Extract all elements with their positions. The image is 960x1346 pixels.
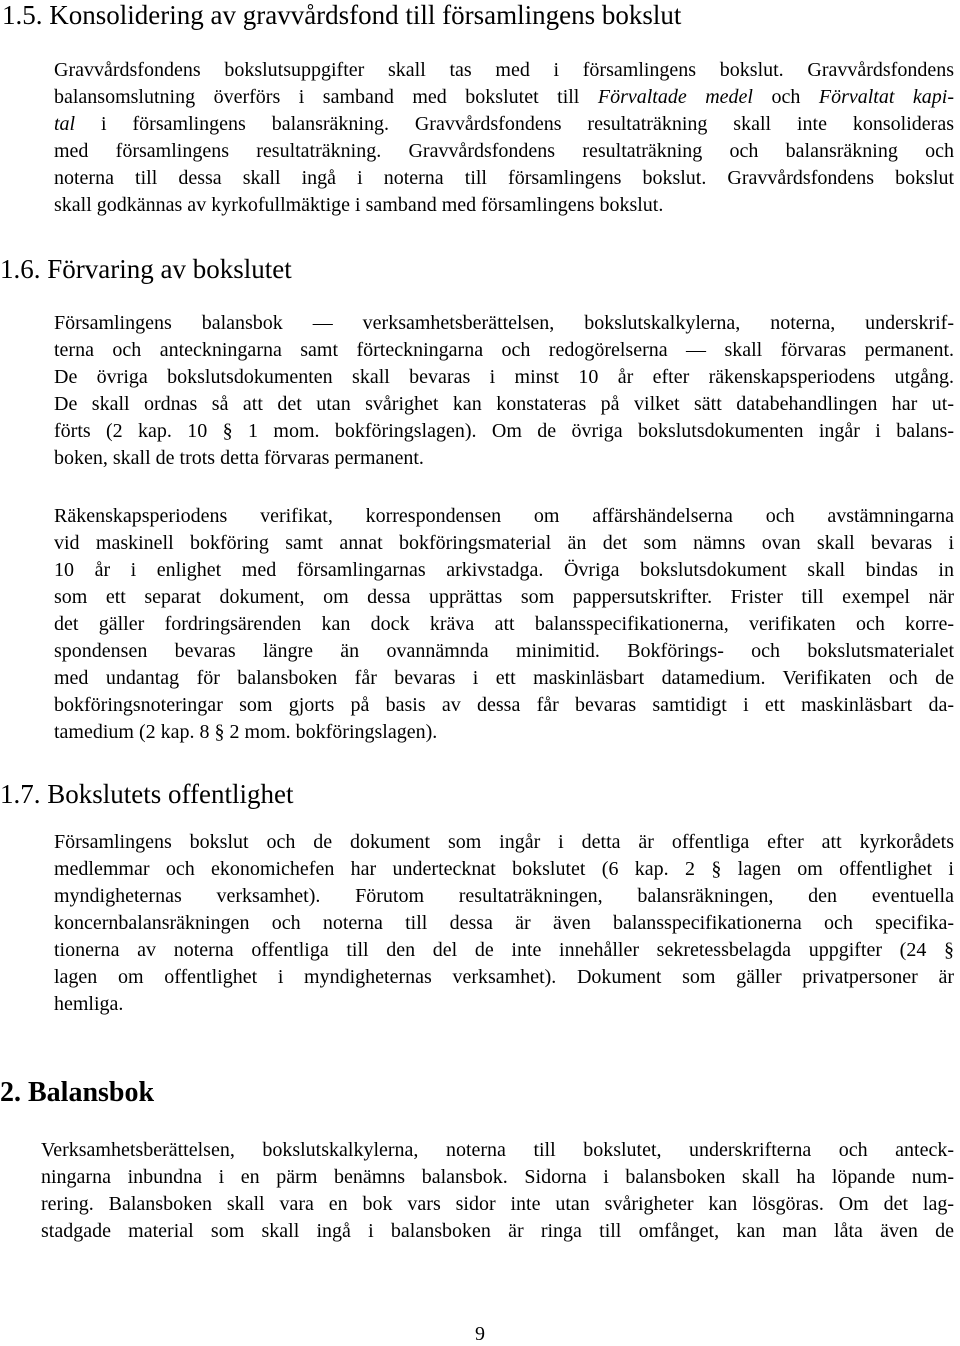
page-number: 9 <box>475 1323 485 1345</box>
italic-term: Förvaltat kapi- <box>818 86 954 108</box>
paragraph-line: noterna till dessa skall ingå i noterna till församlingens bokslut. Gravvårdsfondens bokslut <box>54 167 954 189</box>
paragraph-line: medlemmar och ekonomichefen har undertecknat bokslutet (6 kap. 2 § lagen om offentlighet i <box>54 858 954 880</box>
paragraph-line: stadgade material som skall ingå i balansboken är ringa till omfånget, kan man låta även de <box>41 1220 954 1242</box>
paragraph-line: Gravvårdsfondens bokslutsuppgifter skall tas med i församlingens bokslut. Gravvårdsfondens <box>54 59 954 81</box>
paragraph-line: Verksamhetsberättelsen, bokslutskalkylerna, noterna till bokslutet, underskrifterna och anteck- <box>41 1139 954 1161</box>
paragraph-line: boken, skall de trots detta förvaras permanent. <box>54 447 424 469</box>
paragraph-line: Församlingens bokslut och de dokument som ingår i detta är offentliga efter att kyrkorådets <box>54 831 954 853</box>
paragraph-1-6-a <box>54 310 954 472</box>
paragraph-line: hemliga. <box>54 993 124 1015</box>
italic-term: Förvaltade medel <box>597 86 753 108</box>
paragraph-balansbok <box>41 1137 954 1245</box>
paragraph-line: spondensen bevaras längre än ovannämnda minimitid. Bokförings- och bokslutsmaterialet <box>54 640 954 662</box>
paragraph-1-7 <box>54 829 954 1018</box>
chapter-heading-balansbok: 2. Balansbok <box>0 1077 155 1108</box>
section-heading-1-7: 1.7. Bokslutets offentlighet <box>0 779 294 809</box>
paragraph-line: med undantag för balansboken får bevaras i ett maskinläsbart datamedium. Verifikaten och de <box>54 667 954 689</box>
paragraph-line: 10 år i enlighet med församlingarnas arkivstadga. Övriga bokslutsdokument skall bindas in <box>54 559 954 581</box>
paragraph-line: vid maskinell bokföring samt annat bokföringsmaterial än det som nämns ovan skall bevaras i <box>54 532 954 554</box>
paragraph-line: Församlingens balansbok — verksamhetsberättelsen, bokslutskalkylerna, noterna, underskrif- <box>54 312 954 334</box>
paragraph-line: det gäller fordringsärenden kan dock kräva att balansspecifikationerna, verifikaten och korre- <box>54 613 954 635</box>
italic-term: tal <box>54 113 76 135</box>
paragraph-line: De skall ordnas så att det utan svårighet kan konstateras på vilket sätt databehandlingen har ut- <box>54 393 954 415</box>
paragraph-line: myndigheternas verksamhet). Förutom resultaträkningen, balansräkningen, den eventuella <box>54 885 954 907</box>
paragraph-line: Räkenskapsperiodens verifikat, korrespondensen om affärshändelserna och avstämningarna <box>54 505 954 527</box>
paragraph-line: som ett separat dokument, om dessa upprättas som pappersutskrifter. Frister till exempel när <box>54 586 954 608</box>
paragraph-1-6-b <box>54 503 954 746</box>
paragraph-line: ningarna inbundna i en pärm benämns balansbok. Sidorna i balansboken skall ha löpande num- <box>41 1166 954 1188</box>
paragraph-line: med församlingens resultaträkning. Gravvårdsfondens resultaträkning och balansräkning och <box>54 140 954 162</box>
paragraph-line: bokföringsnoteringar som gjorts på basis av dessa får bevaras samtidigt i ett maskinläsbart da- <box>54 694 954 716</box>
paragraph-line: rering. Balansboken skall vara en bok vars sidor inte utan svårigheter kan lösgöras. Om det lag- <box>41 1193 954 1215</box>
section-heading-1-6: 1.6. Förvaring av bokslutet <box>0 254 292 284</box>
paragraph-line: balansomslutning överförs i samband med bokslutet till Förvaltade medel och Förvaltat kapi- <box>54 86 954 108</box>
paragraph-line: skall godkännas av kyrkofullmäktige i samband med församlingens bokslut. <box>54 194 664 216</box>
paragraph-line: terna och anteckningarna samt förteckningarna och redogörelserna — skall förvaras permanent. <box>54 339 954 361</box>
paragraph-line: lagen om offentlighet i myndigheternas verksamhet). Dokument som gäller privatpersoner är <box>54 966 954 988</box>
paragraph-line: tal i församlingens balansräkning. Gravvårdsfondens resultaträkning skall inte konsolideras <box>54 113 954 135</box>
section-heading-1-5: 1.5. Konsolidering av gravvårdsfond till församlingens bokslut <box>2 0 682 30</box>
paragraph-line: förts (2 kap. 10 § 1 mom. bokföringslagen). Om de övriga bokslutsdokumenten ingår i balans- <box>54 420 954 442</box>
paragraph-line: koncernbalansräkningen och noterna till dessa är även balansspecifikationerna och specifika- <box>54 912 954 934</box>
paragraph-line: De övriga bokslutsdokumenten skall bevaras i minst 10 år efter räkenskapsperiodens utgång. <box>54 366 954 388</box>
paragraph-line: tionerna av noterna offentliga till den del de inte innehåller sekretessbelagda uppgifter (24 § <box>54 939 954 961</box>
paragraph-line: tamedium (2 kap. 8 § 2 mom. bokföringslagen). <box>54 721 438 743</box>
paragraph-1-5 <box>54 57 954 219</box>
